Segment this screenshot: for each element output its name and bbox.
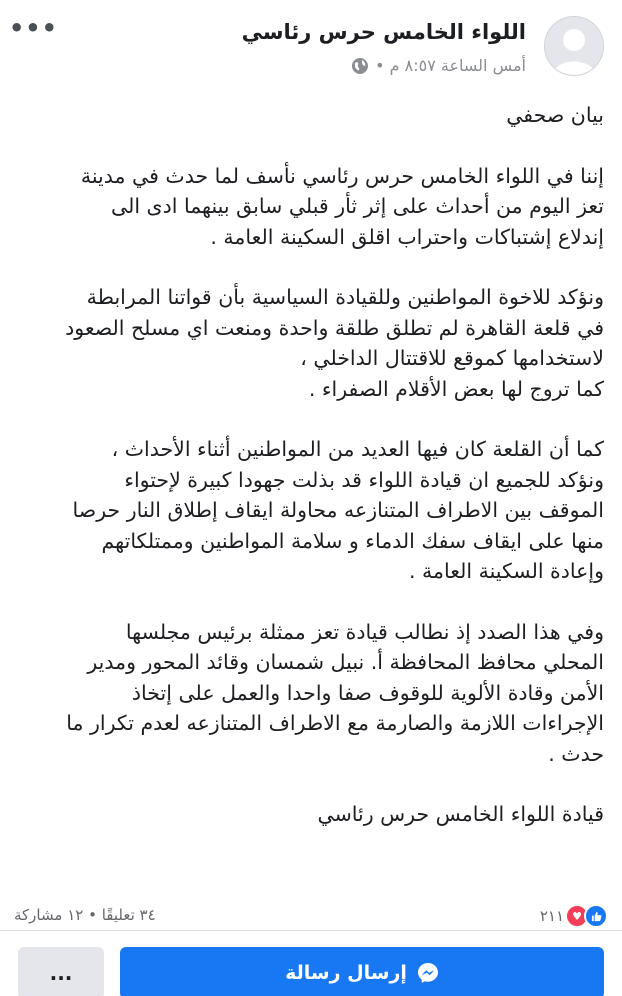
reactions-summary[interactable] (540, 904, 608, 928)
more-options-icon[interactable]: ••• (8, 14, 58, 42)
like-icon (584, 904, 608, 928)
love-icon: ♥ (565, 904, 589, 928)
post-paragraph: بيان صحفي (506, 103, 604, 127)
post-paragraph: وفي هذا الصدد إذ نطالب قيادة تعز ممثلة برئيس مجلسها المحلي محافظ المحافظة أ. نبيل شمسان وقائد المحور ومدير الأمن وقادة الألوية للوقوف صفا واحدا والعمل على إتخاذ الإجراءات اللازمة والصارمة مع الاطراف المتنازعه لعدم تكرار ما حدث . (66, 619, 604, 766)
action-bar (0, 930, 622, 996)
comments-shares-count[interactable]: ٣٤ تعليقًا • ١٢ مشاركة (14, 906, 156, 924)
post-paragraph: قيادة اللواء الخامس حرس رئاسي (317, 802, 604, 826)
post-paragraph: كما أن القلعة كان فيها العديد من المواطنين أثناء الأحداث ، ونؤكد للجميع ان قيادة اللواء قد بذلت جهودا كبيرة لإحتواء الموقف بين الاطراف المتنازعه محاولة ايقاف إطلاق النار حرصا منها على ايقاف سفك الدماء و سلامة المواطنين وممتلكاتهم وإعادة السكينة العامة . (72, 437, 604, 583)
post-header (8, 14, 606, 84)
author-name[interactable]: اللواء الخامس حرس رئاسي (241, 20, 526, 44)
post-paragraph: إننا في اللواء الخامس حرس رئاسي نأسف لما حدث في مدينة تعز اليوم من أحداث على إثر ثأر قبلي سابق بينهما ادى الى إندلاع إشتباكات واحتراب اقلق السكينة العامة . (80, 163, 604, 249)
send-message-button[interactable] (120, 947, 604, 996)
avatar[interactable] (544, 16, 604, 76)
post-paragraph: ونؤكد للاخوة المواطنين وللقيادة السياسية بأن قواتنا المرابطة في قلعة القاهرة لم تطلق طلقة واحدة ومنعت اي مسلح الصعود لاستخدامها كموقع للاقتتال الداخلي ، كما تروج لها بعض الأقلام الصفراء . (65, 285, 604, 401)
messenger-icon (417, 962, 439, 984)
globe-icon[interactable] (351, 57, 369, 75)
send-message-label: إرسال رسالة (285, 962, 407, 984)
post-timestamp[interactable]: أمس الساعة ٨:٥٧ م • (375, 56, 526, 75)
default-avatar-icon (545, 17, 603, 75)
post-body (18, 100, 604, 860)
post-stats (14, 904, 608, 930)
overflow-menu-button[interactable]: ... (18, 947, 104, 996)
post-meta (351, 56, 526, 75)
reaction-count[interactable]: ٢١١ (539, 907, 564, 925)
